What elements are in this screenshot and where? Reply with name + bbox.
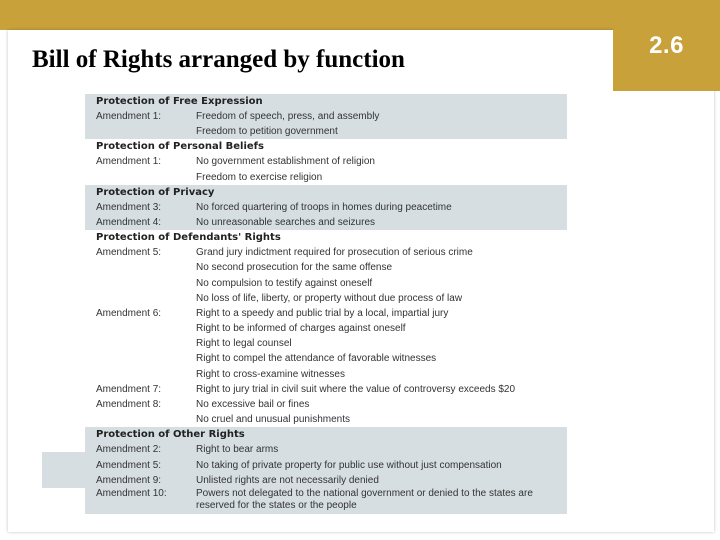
table-row <box>85 488 567 514</box>
slide-number-badge <box>613 0 720 91</box>
table-row <box>85 397 567 412</box>
right-description: Right to be informed of charges against oneself <box>196 323 406 335</box>
right-description: Right to bear arms <box>196 444 279 456</box>
table-row <box>85 367 567 382</box>
amendment-label: Amendment 10: <box>96 487 167 499</box>
decorative-grey-block <box>42 452 87 488</box>
amendment-label: Amendment 3: <box>96 201 162 213</box>
table-row <box>85 351 567 366</box>
amendment-label: Amendment 4: <box>96 216 162 228</box>
table-row <box>85 306 567 321</box>
table-row <box>85 276 567 291</box>
slide-title: Bill of Rights arranged by function <box>32 46 405 73</box>
amendment-label <box>85 276 196 291</box>
amendment-label: Amendment 5: <box>96 459 162 471</box>
amendment-label <box>85 124 196 139</box>
amendment-label <box>85 291 196 306</box>
right-description: No excessive bail or fines <box>196 399 310 410</box>
amendment-label <box>85 412 196 427</box>
right-description: Freedom of speech, press, and assembly <box>196 111 380 122</box>
right-description: Grand jury indictment required for prosecution of serious crime <box>196 247 473 259</box>
right-description: Right to compel the attendance of favorable witnesses <box>196 353 437 365</box>
table-row <box>85 245 567 260</box>
top-accent-band <box>0 0 720 30</box>
section-other-rights <box>85 427 567 514</box>
table-row <box>85 170 567 185</box>
amendment-label <box>85 260 196 275</box>
section-title: Protection of Free Expression <box>96 96 263 107</box>
right-description: Right to a speedy and public trial by a local, impartial jury <box>196 307 449 319</box>
right-description: Freedom to exercise religion <box>196 171 323 183</box>
table-row <box>85 382 567 397</box>
right-description: No unreasonable searches and seizures <box>196 216 375 228</box>
table-row <box>85 442 567 457</box>
amendment-label: Amendment 2: <box>96 444 162 456</box>
table-row <box>85 291 567 306</box>
section-privacy <box>85 185 567 230</box>
right-description: Right to jury trial in civil suit where the value of controversy exceeds $20 <box>196 383 516 395</box>
right-description: Powers not delegated to the national government or denied to the states are reserved for the states or the people <box>196 487 533 512</box>
table-row <box>85 215 567 230</box>
table-row <box>85 336 567 351</box>
table-row <box>85 458 567 473</box>
right-description: No cruel and unusual punishments <box>196 414 350 426</box>
right-description: Right to cross-examine witnesses <box>196 368 345 380</box>
section-title: Protection of Defendants' Rights <box>96 232 281 244</box>
table-row <box>85 412 567 427</box>
amendment-label: Amendment 1: <box>96 156 162 168</box>
right-description: Unlisted rights are not necessarily denied <box>196 474 379 486</box>
bill-of-rights-table <box>85 94 567 517</box>
amendment-label <box>85 351 196 366</box>
right-description: No compulsion to testify against oneself <box>196 277 373 289</box>
right-description: Right to legal counsel <box>196 338 292 350</box>
amendment-label: Amendment 9: <box>96 474 162 486</box>
right-description: No loss of life, liberty, or property without due process of law <box>196 292 463 304</box>
right-description: Freedom to petition government <box>196 126 338 138</box>
amendment-label: Amendment 5: <box>96 247 162 259</box>
table-row <box>85 260 567 275</box>
section-personal-beliefs <box>85 139 567 184</box>
table-row <box>85 154 567 169</box>
amendment-label: Amendment 1: <box>96 111 162 122</box>
amendment-label <box>85 336 196 351</box>
table-row <box>85 124 567 139</box>
amendment-label <box>85 321 196 336</box>
amendment-label: Amendment 8: <box>96 399 162 410</box>
table-row <box>85 200 567 215</box>
section-title: Protection of Personal Beliefs <box>96 141 264 153</box>
table-row <box>85 321 567 336</box>
table-row <box>85 473 567 488</box>
right-description: No second prosecution for the same offense <box>196 262 393 274</box>
slide-number: 2.6 <box>649 31 684 59</box>
table-row <box>85 109 567 124</box>
section-title: Protection of Privacy <box>96 186 215 198</box>
amendment-label <box>85 367 196 382</box>
section-defendants-rights <box>85 230 567 427</box>
amendment-label <box>85 170 196 185</box>
right-description: No taking of private property for public use without just compensation <box>196 459 502 471</box>
right-description: No government establishment of religion <box>196 156 375 168</box>
right-description: No forced quartering of troops in homes during peacetime <box>196 201 452 213</box>
section-title: Protection of Other Rights <box>96 429 245 441</box>
section-free-expression <box>85 94 567 139</box>
amendment-label: Amendment 7: <box>96 383 162 395</box>
amendment-label: Amendment 6: <box>96 307 162 319</box>
